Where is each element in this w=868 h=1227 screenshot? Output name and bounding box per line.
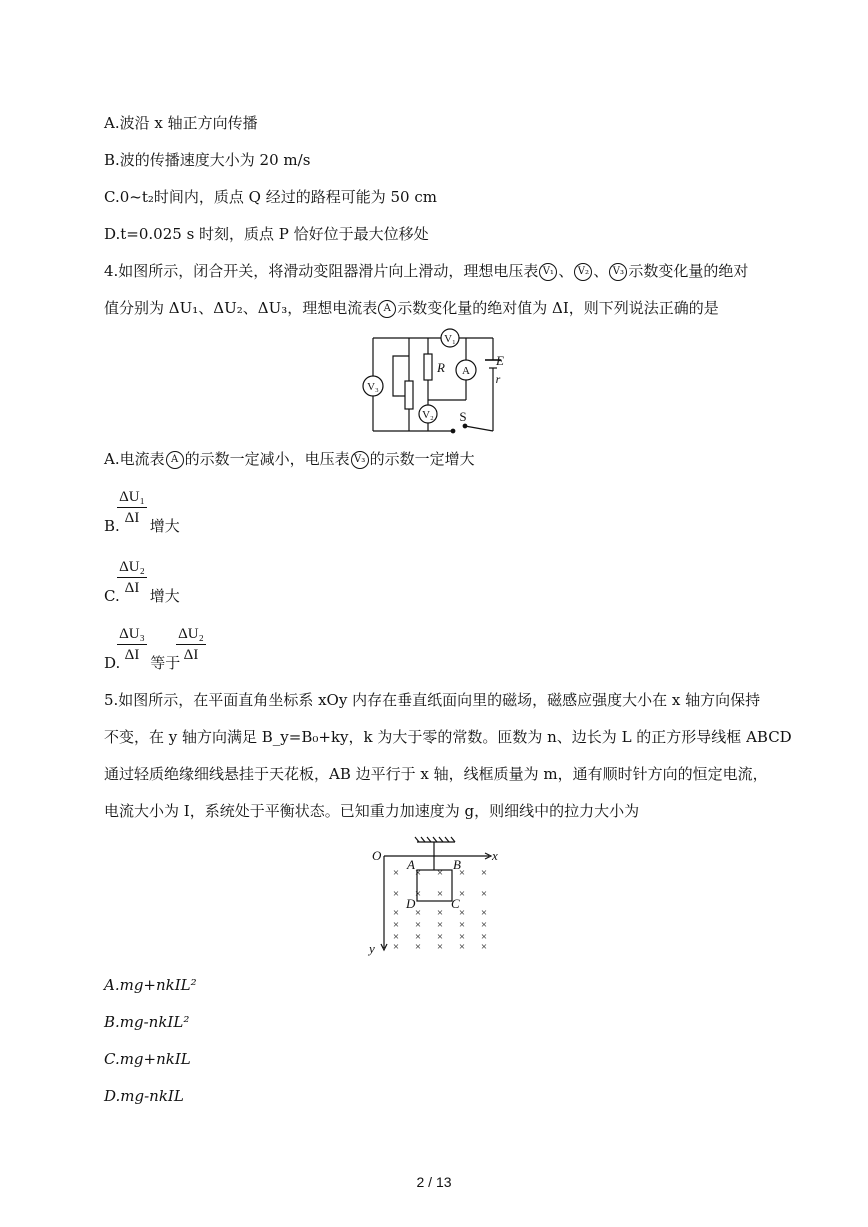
page-number: 2 / 13 <box>416 1174 452 1190</box>
field-cross-mark: × <box>436 941 444 953</box>
q4-option-b <box>104 516 180 536</box>
x-axis-label: x <box>492 848 498 863</box>
q4-option-a-text: A.电流表 <box>104 450 165 468</box>
q4-option-a-text: 的示数一定增大 <box>369 450 475 468</box>
y-axis-label: y <box>369 941 375 956</box>
fraction-denominator: ΔI <box>183 647 199 663</box>
q3-option-d: D.t=0.025 s 时刻，质点 P 恰好位于最大位移处 <box>104 225 429 243</box>
option-tail: 增大 <box>149 587 180 605</box>
option-mid: 等于 <box>150 654 181 672</box>
q4-stem-line2 <box>104 298 719 318</box>
field-cross-mark: × <box>414 888 422 900</box>
fraction-denominator: ΔI <box>124 647 140 663</box>
circuit-v2-label: V₂ <box>422 409 434 421</box>
field-cross-mark: × <box>480 919 488 931</box>
q4-option-d <box>104 653 180 673</box>
field-cross-mark: × <box>392 888 400 900</box>
circuit-v1-label: V₁ <box>444 333 456 345</box>
field-cross-mark: × <box>480 867 488 879</box>
q3-option-a: A.波沿 x 轴正方向传播 <box>104 114 258 132</box>
option-label: B. <box>104 517 120 535</box>
circuit-r-small-label: r <box>495 372 501 386</box>
separator: 、 <box>558 262 574 280</box>
origin-label: O <box>372 848 382 863</box>
voltmeter-v3-icon: V₃ <box>351 451 369 469</box>
q5-option-a: A.mg+nkIL² <box>104 976 197 994</box>
fraction-denominator: ΔI <box>124 580 140 596</box>
field-cross-mark: × <box>392 919 400 931</box>
corner-b-label: B <box>453 857 461 872</box>
q3-option-b: B.波的传播速度大小为 20 m/s <box>104 151 311 169</box>
field-cross-mark: × <box>436 931 444 943</box>
voltmeter-v2-icon: V₂ <box>574 263 592 281</box>
q4-stem-line1 <box>104 261 748 281</box>
field-cross-mark: × <box>480 931 488 943</box>
field-cross-mark: × <box>436 919 444 931</box>
corner-c-label: C <box>451 896 460 911</box>
separator: 、 <box>593 262 609 280</box>
option-tail: 增大 <box>149 517 180 535</box>
field-cross-mark: × <box>392 907 400 919</box>
field-cross-mark: × <box>392 931 400 943</box>
ammeter-icon: A <box>378 300 396 318</box>
field-cross-mark: × <box>436 867 444 879</box>
option-label: C. <box>104 587 120 605</box>
corner-d-label: D <box>406 896 416 911</box>
q4-stem-text: 示数变化量的绝对值为 ΔI，则下列说法正确的是 <box>397 299 719 317</box>
circuit-v3-label: V₃ <box>367 381 379 393</box>
field-cross-mark: × <box>414 907 422 919</box>
circuit-r-label: R <box>437 360 445 375</box>
field-cross-mark: × <box>458 941 466 953</box>
field-cross-mark: × <box>458 931 466 943</box>
field-cross-mark: × <box>480 941 488 953</box>
field-cross-mark: × <box>458 907 466 919</box>
q5-stem-line3: 通过轻质绝缘细线悬挂于天花板，AB 边平行于 x 轴，线框质量为 m，通有顺时针方向的恒定电流， <box>104 765 768 783</box>
corner-a-label: A <box>407 857 415 872</box>
q3-option-c: C.0~t₂时间内，质点 Q 经过的路程可能为 50 cm <box>104 188 437 206</box>
q5-magnetic-field-diagram <box>365 836 505 958</box>
fraction-denominator: ΔI <box>124 510 140 526</box>
option-label: D. <box>104 654 121 672</box>
q5-stem-line2: 不变，在 y 轴方向满足 B_y=B₀+ky，k 为大于零的常数。匝数为 n、边长为 L 的正方形导线框 ABCD <box>104 728 792 746</box>
field-cross-mark: × <box>392 867 400 879</box>
q4-circuit-diagram <box>355 326 505 436</box>
field-cross-mark: × <box>436 907 444 919</box>
q4-option-a <box>104 449 475 469</box>
q5-option-d: D.mg-nkIL <box>104 1087 184 1105</box>
q5-option-b: B.mg-nkIL² <box>104 1013 190 1031</box>
q4-stem-text: 示数变化量的绝对 <box>628 262 749 280</box>
field-cross-mark: × <box>458 867 466 879</box>
field-cross-mark: × <box>414 919 422 931</box>
q4-option-a-text: 的示数一定减小，电压表 <box>184 450 350 468</box>
fraction-numerator: ΔU₃ <box>119 626 145 642</box>
field-cross-mark: × <box>392 941 400 953</box>
circuit-s-label: S <box>459 409 467 424</box>
q5-stem-line4: 电流大小为 I，系统处于平衡状态。已知重力加速度为 g，则细线中的拉力大小为 <box>104 802 640 820</box>
q4-option-c <box>104 586 180 606</box>
circuit-e-label: E <box>496 353 504 368</box>
field-cross-mark: × <box>436 888 444 900</box>
field-cross-mark: × <box>414 941 422 953</box>
q4-stem-text: 值分别为 ΔU₁、ΔU₂、ΔU₃，理想电流表 <box>104 299 378 317</box>
circuit-a-label: A <box>462 365 470 377</box>
voltmeter-v1-icon: V₁ <box>539 263 557 281</box>
field-cross-mark: × <box>480 907 488 919</box>
field-cross-mark: × <box>458 919 466 931</box>
q5-option-c: C.mg+nkIL <box>104 1050 191 1068</box>
voltmeter-v3-icon: V₃ <box>609 263 627 281</box>
ammeter-icon: A <box>166 451 184 469</box>
field-cross-mark: × <box>414 931 422 943</box>
q5-stem-line1: 5.如图所示，在平面直角坐标系 xOy 内存在垂直纸面向里的磁场，磁感应强度大小在 x 轴方向保持 <box>104 691 761 709</box>
field-cross-mark: × <box>458 888 466 900</box>
fraction-du2-over-di-d <box>176 624 206 665</box>
fraction-numerator: ΔU₂ <box>178 626 204 642</box>
field-cross-mark: × <box>414 867 422 879</box>
q4-stem-text: 4.如图所示，闭合开关，将滑动变阻器滑片向上滑动，理想电压表 <box>104 262 539 280</box>
fraction-numerator: ΔU₁ <box>119 489 145 505</box>
fraction-numerator: ΔU₂ <box>119 559 145 575</box>
field-cross-mark: × <box>480 888 488 900</box>
